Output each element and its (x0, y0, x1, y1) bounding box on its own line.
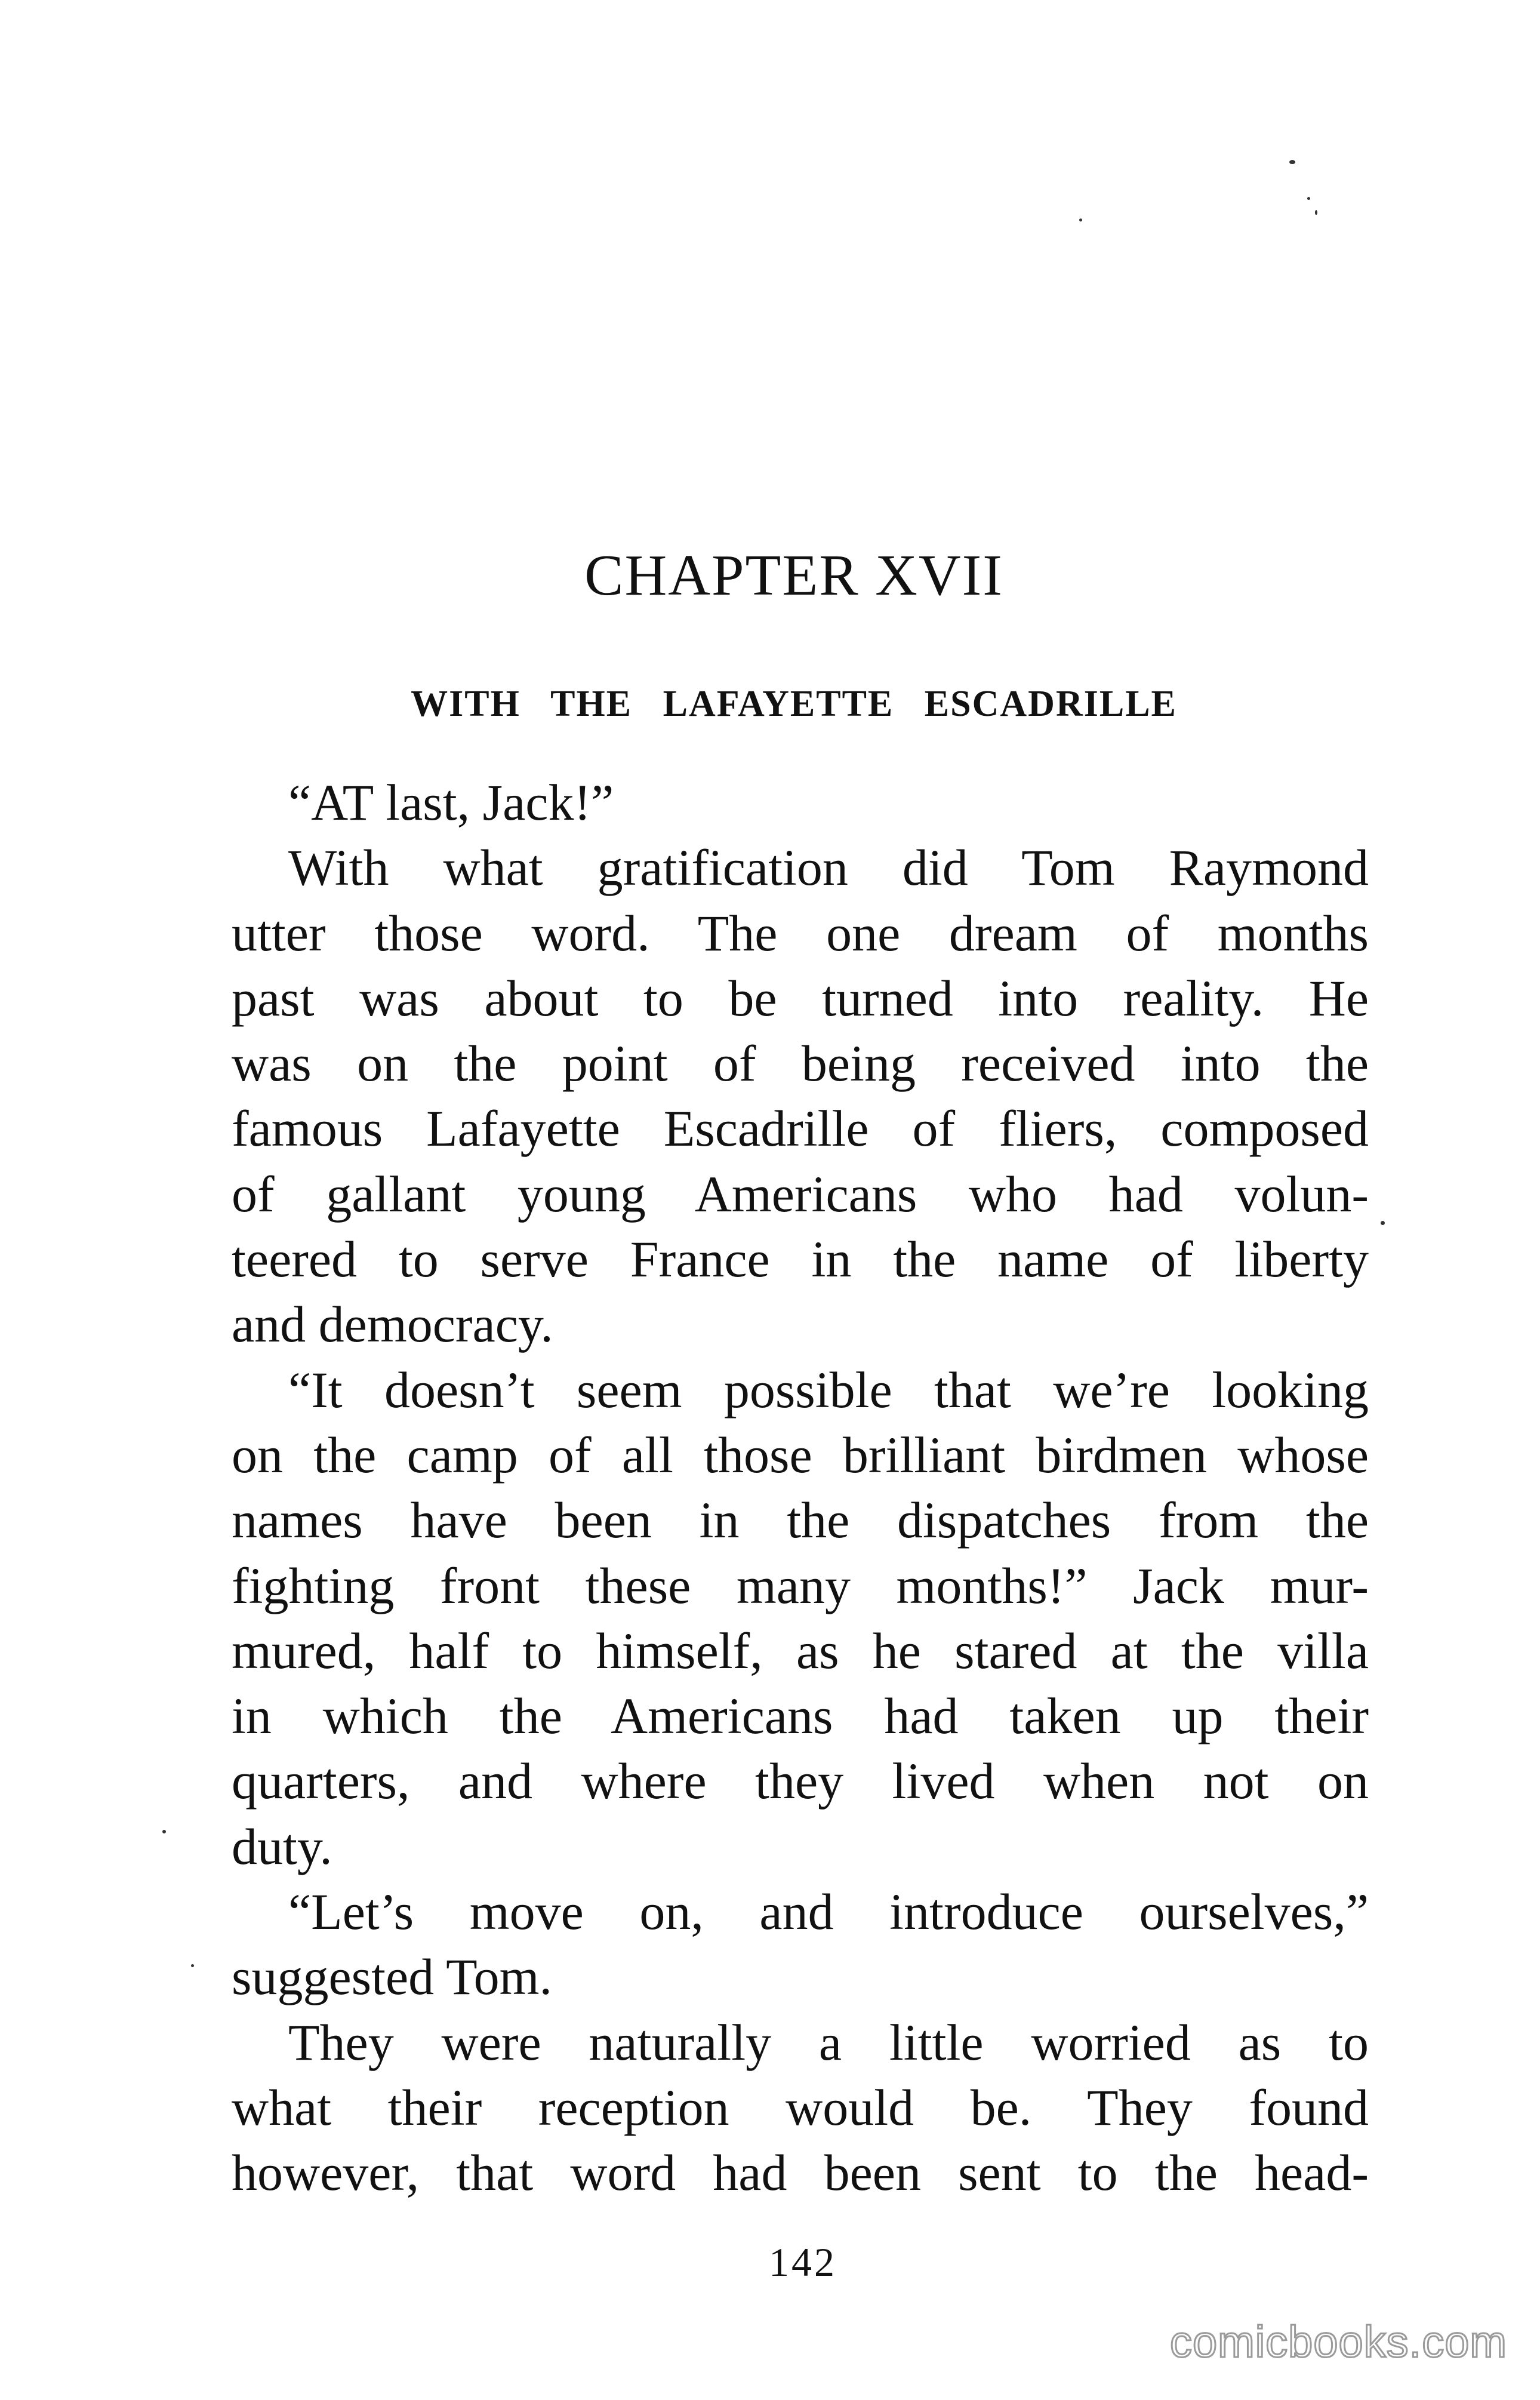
text-line: of gallant young Americans who had volun- (232, 1165, 1369, 1223)
scan-speck (1381, 1221, 1385, 1225)
scan-speck (1289, 160, 1295, 164)
scan-speck (191, 1964, 194, 1967)
chapter-subtitle: WITH THE LAFAYETTE ESCADRILLE (411, 684, 1177, 724)
text-line: teered to serve France in the name of liberty (232, 1230, 1369, 1288)
watermark: comicbooks.com (1169, 2317, 1507, 2367)
text-line: “Let’s move on, and introduce ourselves,” (288, 1883, 1369, 1941)
text-line: what their reception would be. They found (232, 2078, 1369, 2136)
scan-speck (162, 1830, 166, 1833)
text-line: however, that word had been sent to the head- (232, 2144, 1369, 2202)
text-line: “It doesn’t seem possible that we’re looking (288, 1361, 1369, 1419)
text-line: mured, half to himself, as he stared at the villa (232, 1621, 1369, 1679)
text-line: duty. (232, 1817, 332, 1875)
text-line: and democracy. (232, 1296, 553, 1353)
text-line: famous Lafayette Escadrille of fliers, composed (232, 1100, 1369, 1158)
text-line: “AT last, Jack!” (288, 774, 614, 831)
text-line: fighting front these many months!” Jack mur- (232, 1556, 1369, 1614)
text-line: on the camp of all those brilliant birdmen whose (232, 1426, 1369, 1484)
text-line: names have been in the dispatches from the (232, 1491, 1369, 1549)
scan-speck (1307, 197, 1310, 200)
page-number: 142 (769, 2239, 837, 2285)
text-line: was on the point of being received into the (232, 1035, 1369, 1093)
scan-speck (1079, 219, 1082, 221)
text-line: With what gratification did Tom Raymond (288, 839, 1369, 897)
body-text (232, 770, 1369, 2206)
text-line: past was about to be turned into reality. He (232, 969, 1369, 1027)
text-line: suggested Tom. (232, 1948, 553, 2006)
text-line: They were naturally a little worried as to (288, 2013, 1369, 2071)
text-line: quarters, and where they lived when not on (232, 1752, 1369, 1810)
scan-speck (1315, 210, 1317, 215)
text-line: utter those word. The one dream of months (232, 904, 1369, 962)
chapter-title: CHAPTER XVII (584, 543, 1003, 608)
text-line: in which the Americans had taken up their (232, 1687, 1369, 1745)
